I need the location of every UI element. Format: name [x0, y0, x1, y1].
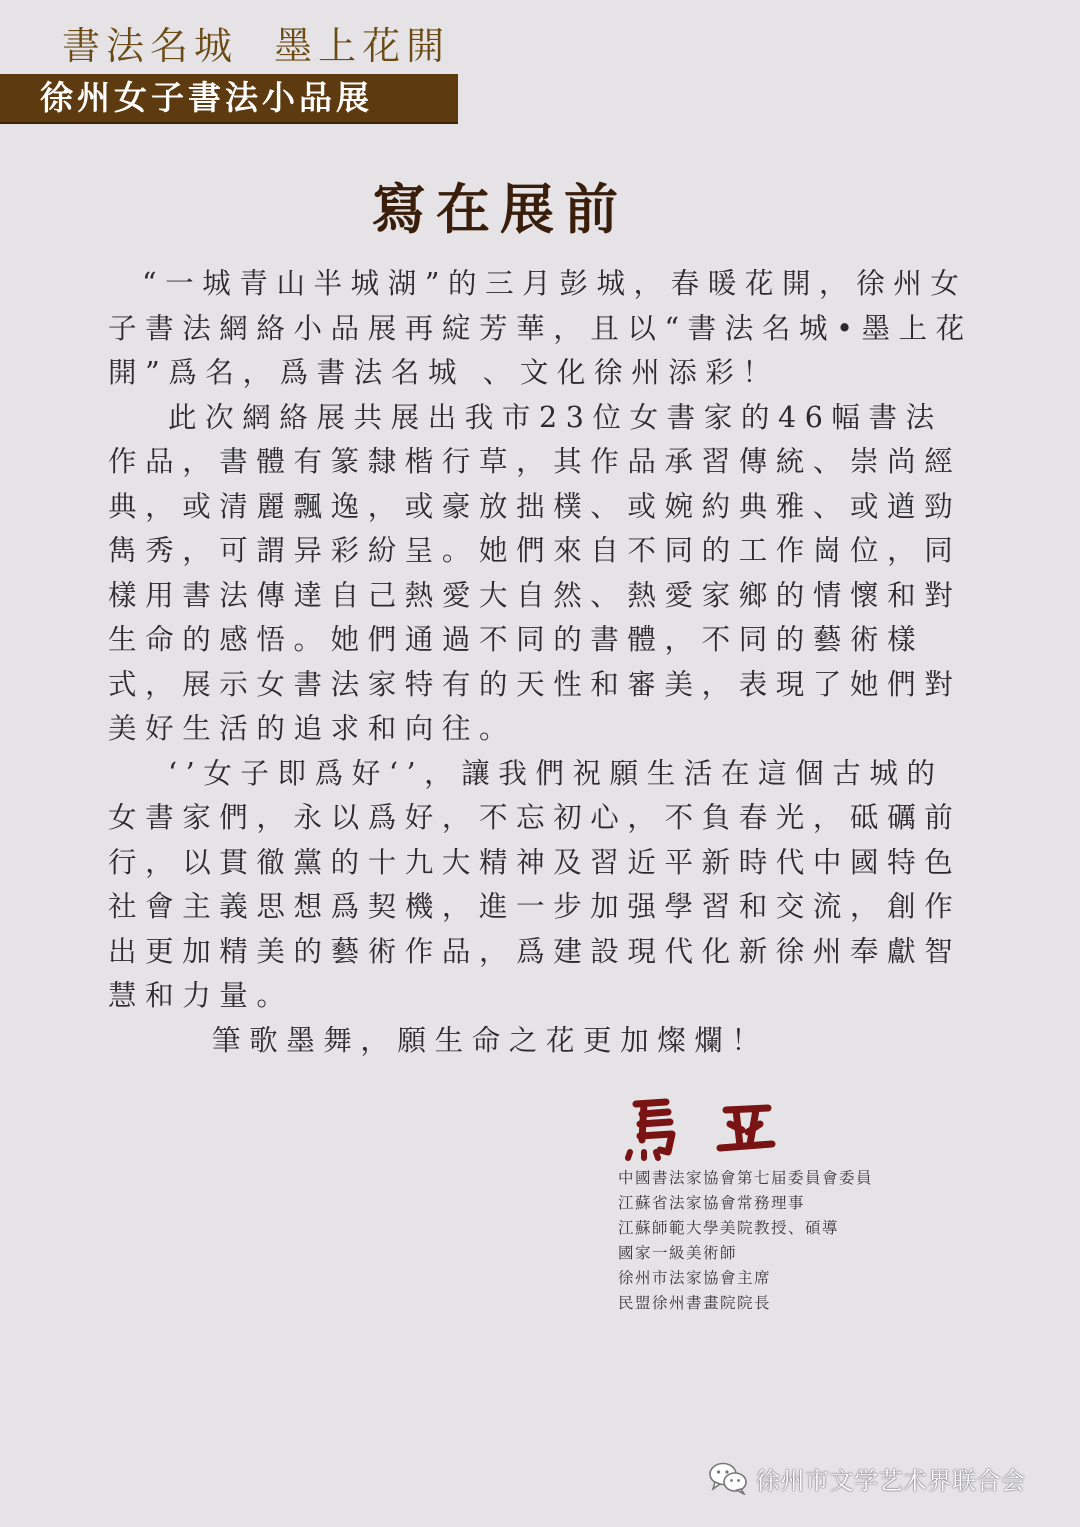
paragraph-1: “一城青山半城湖”的三月彭城，春暖花開，徐州女子書法網絡小品展再綻芳華，且以“書法名城•墨上花開”爲名，爲書法名城 、文化徐州添彩！	[108, 267, 973, 389]
credential-line: 中國書法家協會第七届委員會委員	[618, 1169, 874, 1187]
handwritten-signature	[622, 1094, 802, 1164]
paragraph-2: 此次網絡展共展出我市23位女書家的46幅書法作品，書體有篆隸楷行草，其作品承習傳統、崇尚經典，或清麗飄逸，或豪放拙樸、或婉約典雅、或遒勁雋秀，可謂异彩紛呈。她們來自不同的工作崗位，同樣用書法傳達自己熱愛大自然、熱愛家鄉的情懷和對生命的感悟。她們通過不同的書體，不同的藝術樣式，展示女書法家特有的天性和審美，表現了她們對美好生活的追求和向往。	[108, 400, 962, 745]
author-credentials	[618, 1166, 873, 1316]
credential-line: 江蘇省法家協會常務理事	[618, 1194, 806, 1212]
account-name: 徐州市文学艺术界联合会	[756, 1466, 1026, 1495]
credential-line: 徐州市法家協會主席	[618, 1269, 772, 1287]
credential-line: 民盟徐州書畫院院長	[618, 1294, 772, 1312]
header-banner	[0, 74, 458, 124]
page-title: 寫在展前	[372, 177, 628, 241]
exhibition-name: 徐州女子書法小品展	[40, 78, 373, 117]
preface-body	[108, 262, 974, 1063]
closing-line: 筆歌墨舞，願生命之花更加燦爛！	[212, 1023, 769, 1057]
wechat-icon	[708, 1461, 748, 1495]
credential-line: 國家一級美術師	[618, 1244, 738, 1262]
paragraph-3: ‘’女子即爲好‘’，讓我們祝願生活在這個古城的女書家們，永以爲好，不忘初心，不負春光，砥礪前行，以貫徹黨的十九大精神及習近平新時代中國特色社會主義思想爲契機，進一步加强學習和交流，創作出更加精美的藝術作品，爲建設現代化新徐州奉獻智慧和力量。	[108, 756, 962, 1012]
header-slogan: 書法名城 墨上花開	[62, 24, 451, 68]
credential-line: 江蘇師範大學美院教授、碩導	[618, 1219, 840, 1237]
wechat-watermark	[708, 1458, 1026, 1498]
